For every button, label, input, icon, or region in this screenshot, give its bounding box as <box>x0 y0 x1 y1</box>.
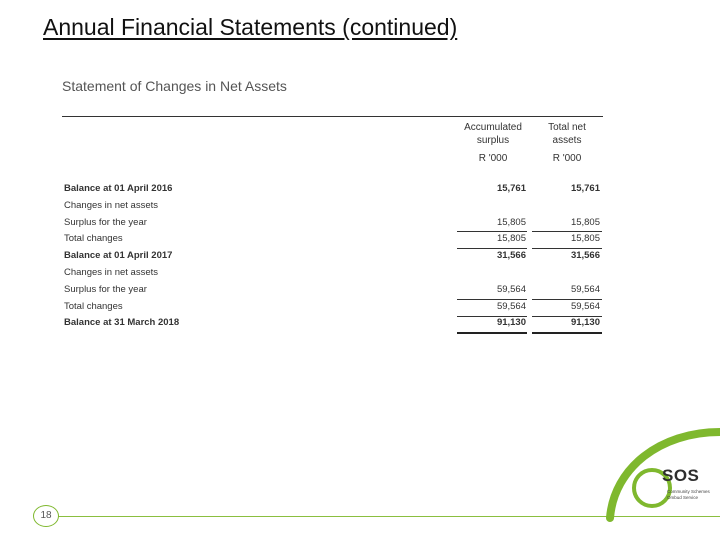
total-net-assets-value: 59,564 <box>570 300 600 312</box>
total-net-assets-value: 31,566 <box>570 250 600 262</box>
logo-arc-icon <box>600 428 720 540</box>
subtotal-rule <box>532 299 602 300</box>
accumulated-surplus-value: 59,564 <box>496 300 526 312</box>
table-row <box>64 215 604 232</box>
row-label: Changes in net assets <box>64 266 159 278</box>
table-row <box>64 315 604 332</box>
accumulated-surplus-value: 15,805 <box>496 233 526 245</box>
column-header-total-net-assets <box>530 121 604 165</box>
table-row <box>64 265 604 282</box>
total-rule <box>532 332 602 334</box>
table-row <box>64 299 604 316</box>
logo-name: SOS <box>662 466 700 485</box>
table-row <box>64 248 604 265</box>
accumulated-surplus-value: 59,564 <box>496 283 526 295</box>
table-row <box>64 198 604 215</box>
total-net-assets-value: 15,805 <box>570 233 600 245</box>
accumulated-surplus-value: 15,805 <box>496 216 526 228</box>
accumulated-surplus-value: 15,761 <box>496 183 526 194</box>
table-row <box>64 282 604 299</box>
total-net-assets-value: 59,564 <box>570 283 600 295</box>
statement-title: Statement of Changes in Net Assets <box>62 78 287 94</box>
total-net-assets-value: 15,805 <box>570 216 600 228</box>
row-label: Total changes <box>64 233 123 245</box>
column-unit: R '000 <box>552 153 582 164</box>
table-row <box>64 181 604 198</box>
row-label: Balance at 01 April 2017 <box>64 250 173 262</box>
logo-tagline-line: Ombud Service <box>667 495 699 500</box>
accumulated-surplus-value: 31,566 <box>496 250 526 262</box>
column-header-line: assets <box>552 135 582 146</box>
subtotal-rule <box>457 231 527 232</box>
page-number: 18 <box>33 505 59 527</box>
row-label: Balance at 31 March 2018 <box>64 317 180 329</box>
subtotal-rule <box>457 316 527 317</box>
row-label: Changes in net assets <box>64 199 159 211</box>
accumulated-surplus-value: 91,130 <box>496 317 526 329</box>
subtotal-rule <box>532 231 602 232</box>
header-rule <box>62 116 603 117</box>
subtotal-rule <box>532 248 602 249</box>
column-header-line: Total net <box>548 122 586 133</box>
total-net-assets-value: 15,761 <box>570 183 600 194</box>
subtotal-rule <box>457 248 527 249</box>
row-label: Balance at 01 April 2016 <box>64 183 173 194</box>
column-header-line: Accumulated <box>464 122 522 133</box>
total-rule <box>457 332 527 334</box>
table-row <box>64 231 604 248</box>
column-header-line: surplus <box>476 135 510 146</box>
subtotal-rule <box>532 316 602 317</box>
row-label: Total changes <box>64 300 123 312</box>
row-label: Surplus for the year <box>64 216 147 228</box>
row-label: Surplus for the year <box>64 283 147 295</box>
column-header-accumulated-surplus <box>456 121 530 165</box>
logo-tagline <box>667 489 719 501</box>
slide-title: Annual Financial Statements (continued) <box>43 14 458 40</box>
column-unit: R '000 <box>478 153 508 164</box>
total-net-assets-value: 91,130 <box>570 317 600 329</box>
changes-table <box>64 181 604 332</box>
subtotal-rule <box>457 299 527 300</box>
logo-tagline-line: Community Schemes <box>667 489 710 494</box>
